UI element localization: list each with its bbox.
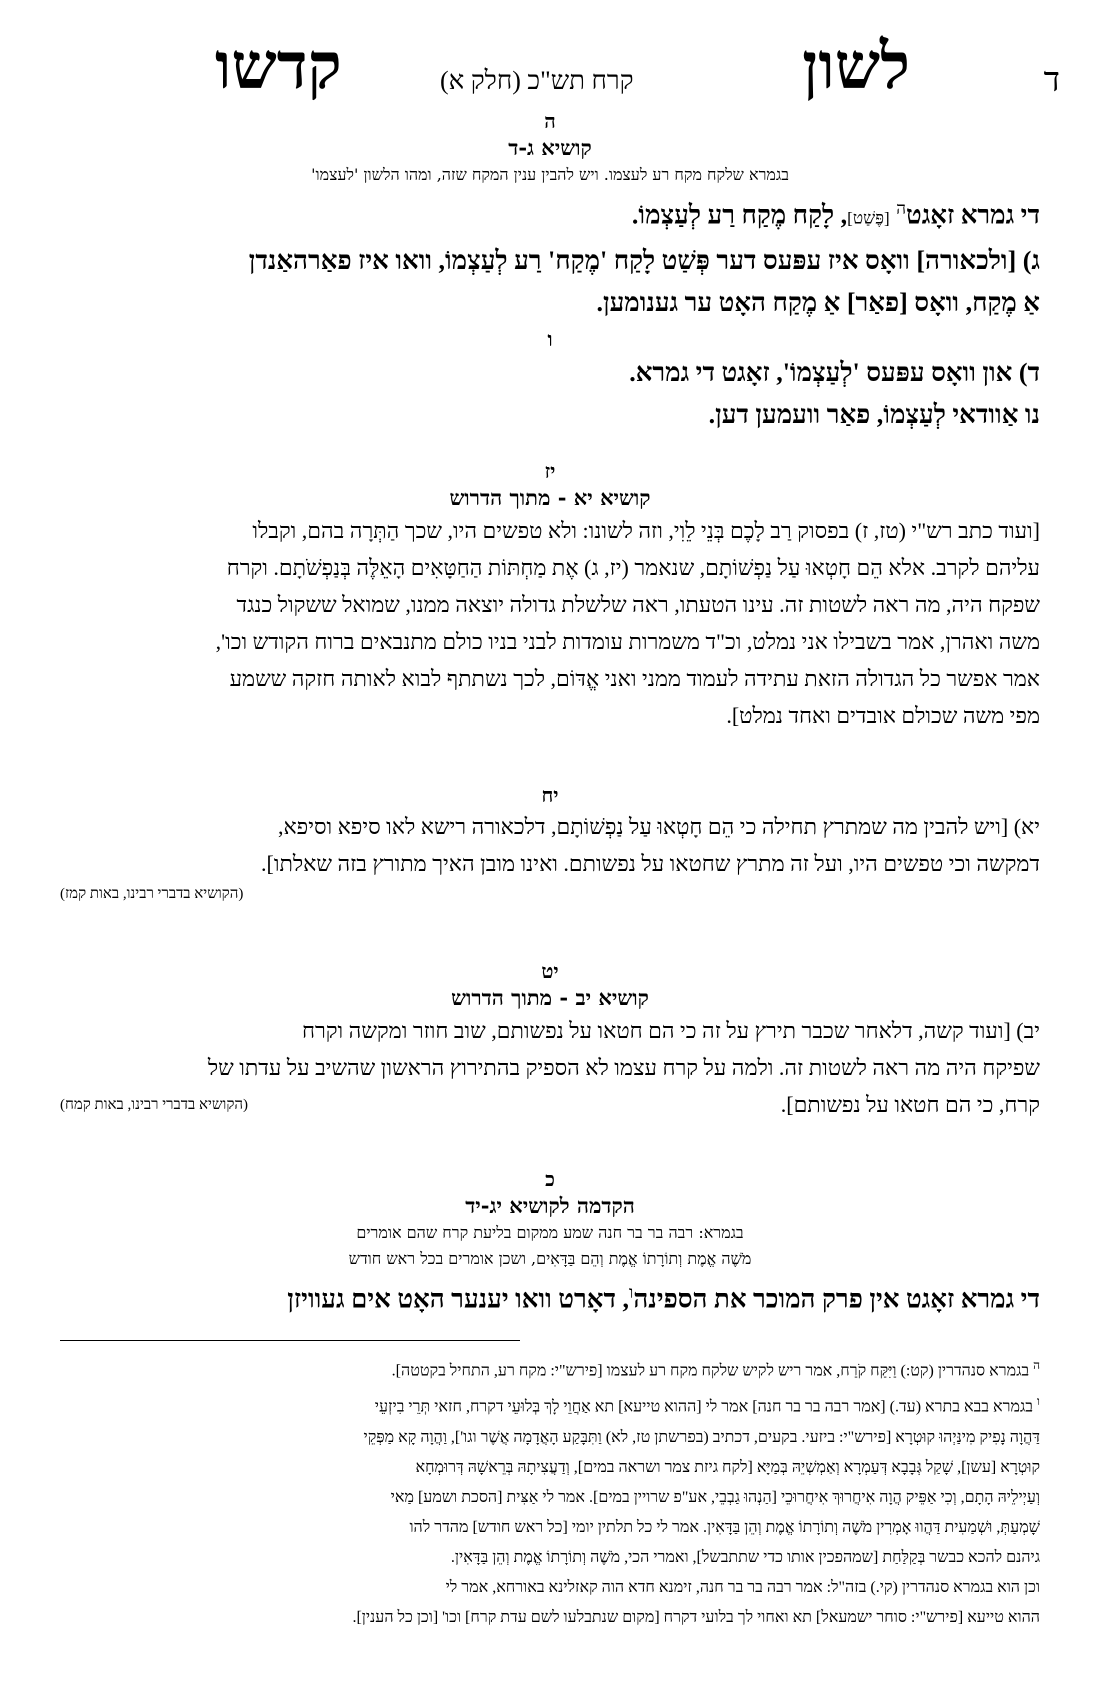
- section-h: [60, 108, 1040, 324]
- paragraph-line: מפי משה שכולם אובדים ואחד נמלט].: [726, 703, 1040, 728]
- section-yt: [60, 958, 1040, 1117]
- section-number: יט: [541, 959, 559, 983]
- section-number: יח: [541, 783, 559, 807]
- main-line: אַ מֶקַח, וואָס [פאַר] אַ מֶקַח האָט ער גענומען.: [596, 287, 1040, 317]
- footnote-line: וכן הוא בגמרא סנהדרין (קי.) בזה"ל: אמר רבה בר בר חנה, זימנא חדא הוה קאזלינא באורחא, אמר לי: [445, 1578, 1040, 1596]
- paragraph-line: שפיקח היה מה ראה לשטות זה. ולמה על קרח עצמו לא הספיק בהתירוץ הראשון שהשיב על עדתו של: [207, 1055, 1040, 1080]
- section-title: הקדמה לקושיא יג-יד: [465, 1193, 635, 1218]
- paragraph-line: [ועוד כתב רש"י (טז, ז) בפסוק רַב לָכֶם בְּנֵי לֵוִי, וזה לשונו: ולא טפשים היו, שכך הַתְּרָה בהם, וקבלו: [252, 518, 1040, 543]
- footnote-line: גיהנם להכא כבשר בְּקַלַּחַת [שמהפכין אותו כדי שתתבשל], ואמרי הכי, מֹשֶׁה וְתוֹרָתוֹ אֱמֶת וְהֵן בַּדָּאִין.: [450, 1548, 1040, 1566]
- section-k: [60, 1166, 1040, 1321]
- text: די גמרא זאָגט: [905, 200, 1040, 230]
- source-note: (הקושיא בדברי רבינו, באות קמז): [60, 886, 244, 902]
- section-yz: [60, 458, 1040, 734]
- section-v: [60, 326, 1040, 436]
- paragraph-line: יב) [ועוד קשה, דלאחר שכבר תירץ על זה כי הם חטאו על נפשותם, שוב חוזר ומקשה וקרח: [301, 1018, 1040, 1043]
- footnote-line: וְעַיְילֵיהּ הָתָם, וְכִי אַפֵּיק הֲוָה אִיחֲרוּךְ אִיחֲרוּכֵי [הַנְהוּ גַבְבֵי, אע"פ שרויין במים]. אמר לי אַצִּית [הסכת ושמע] מַאי: [390, 1488, 1040, 1506]
- footnote-marker: ו: [628, 1283, 634, 1302]
- footnote-marker: ו: [1036, 1394, 1040, 1409]
- footnote-line: דַּהֲוָה נָפִיק מִינַּיְהוּ קוּטְרָא [פירש"י: ביזעי. בקעים, דכתיב (בפרשתן טז, לא) וַתִּבָּקַע הָאֲדָמָה אֲשֶׁר וגו'], וַהֲוָה קָא מַפְּקֵי: [363, 1428, 1040, 1446]
- section-title: קושיא יב - מתוך הדרוש: [451, 985, 649, 1010]
- header-title-right: לשון: [802, 31, 910, 102]
- main-line: ד) און וואָס עפּעס 'לְעַצְמוֹ', זאָגט די גמרא.: [629, 358, 1040, 387]
- section-title: קושיא ג-ד: [508, 135, 592, 160]
- text: , לָקַח מֶקַח רַע לְעַצְמוֹ.: [631, 200, 848, 230]
- paragraph-line: משה ואהרן, אמר בשבילו אני נמלט, וכ"ד משמרות עומדות לבני בניו כולם מתנבאים ברוח הקודש וכו',: [215, 629, 1040, 654]
- paragraph-line: עליהם לקרב. אלא הֵם חָטְאוּ עַל נַפְשׁוֹתָם, שנאמר (יז, ג) אֶת מַחְתּוֹת הַחַטָּאִים הָאֵלֶּה בְּנַפְשֹׁתָם. וקרח: [226, 555, 1040, 580]
- footnote-line: קוּטְרָא [עשן], שָׁקַל גְּבָבָא דְּעַמְרָא וְאַמְשְׁיֵהּ בְּמַיָּא [לקח גיזת צמר ושראה במים], וְדַעֲצִיתָהּ בְּרֵאשָׁהּ דְּרוּמְחָא: [415, 1458, 1040, 1476]
- footnote-line: שָׁמְעַתְּ, וּשְׁמַעִית דַּהֲווּ אָמְרִין מֹשֶׁה וְתוֹרָתוֹ אֱמֶת וְהֵן בַּדָּאִין. אמר לי כל תלתין יומי [כל ראש חודש] מהדר להו: [409, 1518, 1040, 1536]
- footnote-divider: [60, 1340, 520, 1341]
- section-subtitle: בגמרא שלקח מקח רע לעצמו. ויש להבין ענין המקח שזה, ומהו הלשון 'לעצמו': [311, 165, 789, 184]
- header-title-left: קדשו: [215, 31, 342, 102]
- source-note: (הקושיא בדברי רבינו, באות קמח): [60, 1097, 249, 1113]
- main-line: [60, 188, 1040, 240]
- bracket-note: [פֶּשַׁט]: [847, 208, 890, 228]
- footnote-text: בגמרא בבא בתרא (עד.) [אמר רבה בר בר חנה] אמר לי [ההוא טייעא] תא אַחֲוֵי לָךְ בְּלוּעֵי דקרח, חזאי תְּרֵי בִיזְעֵי: [374, 1398, 1033, 1416]
- footnote-marker: ה: [896, 199, 906, 218]
- section-number: ה: [544, 109, 556, 133]
- paragraph-line: דמקשה וכי טפשים היו, ועל זה מתרץ שחטאו על נפשותם. ואינו מובן האיך מתורץ בזה שאלתו].: [261, 851, 1040, 876]
- footnote: [60, 1350, 1040, 1386]
- section-number: ו: [547, 327, 553, 351]
- footnote-text: בגמרא סנהדרין (קט:) וַיִּקַּח קֹרַח, אמר ריש לקיש שלקח מקח רע לעצמו [פירש"י: מקח רע, התחיל בקטטה].: [391, 1362, 1030, 1380]
- section-subtitle: מֹשֶׁה אֱמֶת וְתוֹרָתוֹ אֱמֶת וְהֵם בַּדָּאִים, ושכן אומרים בכל ראש חודש: [348, 1249, 752, 1268]
- footnote: [60, 1386, 1040, 1422]
- text: , דאָרט וואו יענער האָט אים געוויזן: [287, 1284, 629, 1314]
- section-yh: [60, 782, 1040, 906]
- text: די גמרא זאָגט אין פרק המוכר את הספינה: [633, 1284, 1040, 1314]
- section-number: יז: [544, 459, 556, 483]
- header-subtitle: קרח תש"כ (חלק א): [440, 66, 634, 95]
- footnotes: [60, 1350, 1040, 1633]
- paragraph-line: יא) [ויש להבין מה שמתרץ תחילה כי הֵם חָטְאוּ עַל נַפְשׁוֹתָם, דלכאורה רישא לאו סיפא וסיפא,: [277, 814, 1040, 839]
- paragraph-line: שפקח היה, מה ראה לשטות זה. עינו הטעתו, ראה שלשלת גדולה יוצאה ממנו, שמואל ששקול כנגד: [236, 592, 1040, 617]
- main-line: [60, 1272, 1040, 1321]
- main-line: נו אַוודאי לְעַצְמוֹ, פאַר וועמען דען.: [708, 400, 1040, 429]
- paragraph-line: קרח, כי הם חטאו על נפשותם].: [780, 1092, 1040, 1117]
- main-line: ג) [ולכאורה] וואָס איז עפּעס דער פְּשַׁט לָקַח 'מֶקַח' רַע לְעַצְמוֹ, וואו איז פאַרהאַנדן: [248, 245, 1040, 275]
- paragraph-line: אמר אפשר כל הגדולה הזאת עתידה לעמוד ממני ואני אֱדּוֹם, לכך נשתתף לבוא לאותה חזקה ששמע: [229, 666, 1040, 691]
- footnote-line: ההוא טייעא [פירש"י: סוחר ישמעאל] תא ואחוי לך בלועי דקרח [מקום שנתבלעו לשם עדת קרח] וכו' [וכן כל הענין].: [352, 1608, 1040, 1626]
- section-subtitle: בגמרא: רבה בר בר חנה שמע ממקום בליעת קרח שהם אומרים: [356, 1223, 744, 1242]
- footnote-marker: ה: [1033, 1358, 1040, 1372]
- section-number: כ: [545, 1167, 555, 1191]
- page-number: ד: [1043, 62, 1060, 99]
- section-title: קושיא יא - מתוך הדרוש: [449, 485, 651, 510]
